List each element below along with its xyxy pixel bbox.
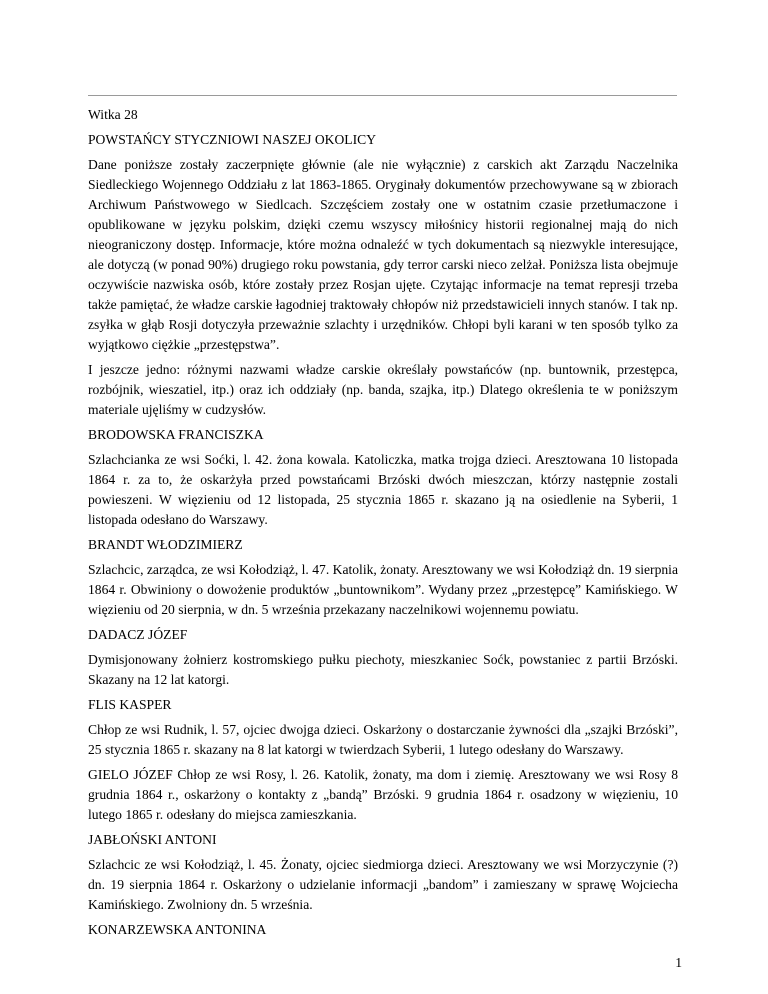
entry-name: KONARZEWSKA ANTONINA bbox=[88, 922, 267, 937]
entry-name: GIELO JÓZEF bbox=[88, 767, 173, 782]
entry-name: FLIS KASPER bbox=[88, 697, 172, 712]
entry-name: BRODOWSKA FRANCISZKA bbox=[88, 427, 264, 442]
entry-text: Szlachcic, zarządca, ze wsi Kołodziąż, l. 47. Katolik, żonaty. Aresztowany we wsi Kołodziąż dn. 19 sierpnia 1864 r. Obwiniony o dowożenie produktów „buntownikom”. Wydany przez „przestępcę” Kamińskiego. W więzieniu od 20 sierpnia, w dn. 5 września przekazany naczelnikowi wojennemu powiatu. bbox=[88, 562, 678, 617]
entry-name: BRANDT WŁODZIMIERZ bbox=[88, 537, 243, 552]
intro-paragraph-1: Dane poniższe zostały zaczerpnięte głównie (ale nie wyłącznie) z carskich akt Zarządu Naczelnika Siedleckiego Wojennego Oddziału z lat 1863-1865. Oryginały dokumentów przechowywane są w zbiorach Archiwum Państwowego w Siedlcach. Szczęściem zostały one w ostatnim czasie przetłumaczone i opublikowane w języku polskim, dzięki czemu wszyscy miłośnicy historii regionalnej mają do nich nieograniczony dostęp. Informacje, które można odnaleźć w tych dokumentach są niezwykle interesujące, ale dotyczą (w ponad 90%) drugiego roku powstania, gdy terror carski nieco zelżał. Poniższa lista obejmuje oczywiście nazwiska osób, które zostały przez Rosjan ujęte. Czytając informacje na temat represji trzeba także pamiętać, że władze carskie łagodniej traktowały chłopów niż przedstawicieli innych stanów. I tak np. zsyłka w głąb Rosji dotyczyła przeważnie szlachty i urzędników. Chłopi byli karani w ten sposób tylko za wyjątkowo ciężkie „przestępstwa”. bbox=[88, 157, 678, 352]
intro-paragraph-2: I jeszcze jedno: różnymi nazwami władze carskie określały powstańców (np. buntownik, przestępca, rozbójnik, wieszatiel, itp.) oraz ich oddziały (np. banda, szajka, itp.) Dlatego określenia te w poniższym materiale ujęliśmy w cudzysłów. bbox=[88, 362, 678, 417]
entry-text: Chłop ze wsi Rudnik, l. 57, ojciec dwojga dzieci. Oskarżony o dostarczanie żywności dla „szajki Brzóski”, 25 stycznia 1865 r. skazany na 8 lat katorgi w twierdzach Syberii, 1 lutego odesłany do Warszawy. bbox=[88, 722, 678, 757]
header-rule bbox=[88, 95, 677, 96]
document-header: Witka 28 bbox=[88, 107, 138, 122]
entry-text: Dymisjonowany żołnierz kostromskiego pułku piechoty, mieszkaniec Soćk, powstaniec z partii Brzóski. Skazany na 12 lat katorgi. bbox=[88, 652, 678, 687]
entry-name: JABŁOŃSKI ANTONI bbox=[88, 832, 217, 847]
document-body bbox=[88, 105, 678, 945]
entry-text: Chłop ze wsi Rosy, l. 26. Katolik, żonaty, ma dom i ziemię. Aresztowany we wsi Rosy 8 grudnia 1864 r., oskarżony o kontakty z „bandą” Brzóski. 9 grudnia 1864 r. osadzony w więzieniu, 10 lutego 1865 r. odesłany do miejsca zamieszkania. bbox=[88, 767, 678, 822]
entry-inline bbox=[88, 765, 678, 825]
page-number: 1 bbox=[675, 955, 682, 970]
document-title: POWSTAŃCY STYCZNIOWI NASZEJ OKOLICY bbox=[88, 132, 377, 147]
entry-text: Szlachcic ze wsi Kołodziąż, l. 45. Żonaty, ojciec siedmiorga dzieci. Aresztowany we wsi Morzyczynie (?) dn. 19 sierpnia 1864 r. Oskarżony o udzielanie informacji „bandom” i zamieszany w sprawę Wojciecha Kamińskiego. Zwolniony dn. 5 września. bbox=[88, 857, 678, 912]
entry-text: Szlachcianka ze wsi Soćki, l. 42. żona kowala. Katoliczka, matka trojga dzieci. Aresztowana 10 listopada 1864 r. za to, że oskarżyła przed powstańcami Brzóski dwóch mieszczan, którzy następnie zostali powieszeni. W więzieniu od 12 listopada, 25 stycznia 1865 r. skazano ją na osiedlenie na Syberii, 1 listopada odesłano do Warszawy. bbox=[88, 452, 678, 527]
entry-name: DADACZ JÓZEF bbox=[88, 627, 188, 642]
